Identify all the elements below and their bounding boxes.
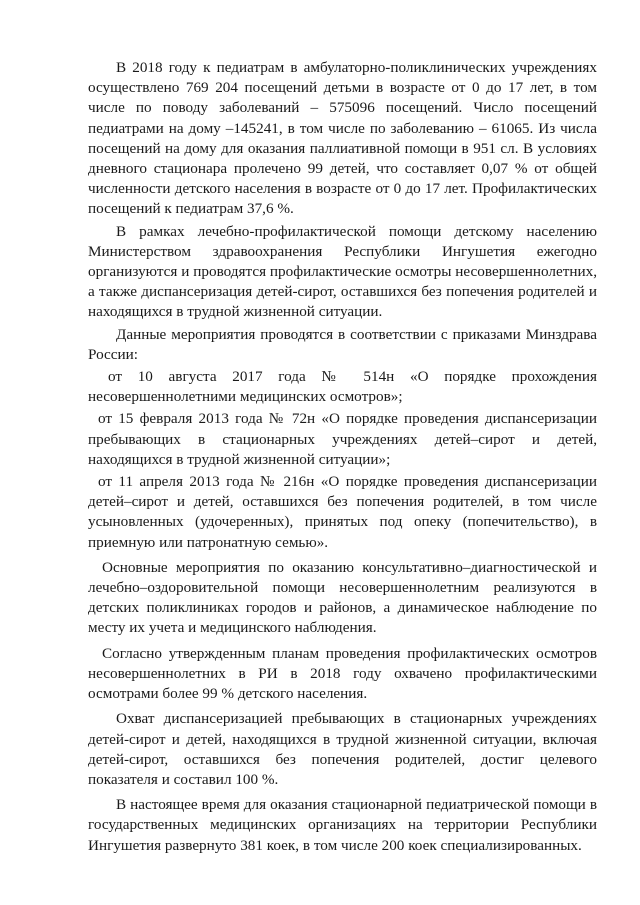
paragraph-preventive-care: В рамках лечебно-профилактической помощи детскому населению Министерством здравоохранения Республики Ингушетия ежегодно организуются и проводятся профилактические осмотры несовершеннолетних, а также диспансеризация детей-сирот, оставшихся без попечения родителей и находящихся в трудной жизненной ситуации.	[88, 222, 597, 321]
paragraph-order-514n: от 10 августа 2017 года № 514н «О порядке прохождения несовершеннолетними медицинских осмотров»;	[88, 368, 597, 406]
paragraph-order-216n: от 11 апреля 2013 года № 216н «О порядке проведения диспансеризации детей–сирот и детей, оставшихся без попечения родителей, в том числе усыновленных (удочеренных), принятых под опеку (попечительство), в приемную или патронатную семью».	[88, 473, 597, 551]
paragraph-coverage-preventive: Согласно утвержденным планам проведения профилактических осмотров несовершеннолетних в РИ в 2018 году охвачено профилактическими осмотрами более 99 % детского населения.	[88, 644, 597, 703]
paragraph-pediatric-visits: В 2018 году к педиатрам в амбулаторно-поликлинических учреждениях осуществлено 769 204 посещений детьми в возрасте от 0 до 17 лет, в том числе по поводу заболеваний – 575096 посещений. Число посещений педиатрами на дому –145241, в том числе по заболеванию – 61065. Из числа посещений на дому для оказания паллиативной помощи в 951 сл. В условиях дневного стационара пролечено 99 детей, что составляет 0,07 % от общей численности детского населения в возрасте от 0 до 17 лет. Профилактических посещений к педиатрам 37,6 %.	[88, 59, 597, 218]
paragraph-hospital-beds: В настоящее время для оказания стационарной педиатрической помощи в государственных медицинских организациях на территории Республики Ингушетия развернуто 381 коек, в том числе 200 коек специализированных.	[88, 796, 597, 854]
paragraph-main-activities: Основные мероприятия по оказанию консультативно–диагностической и лечебно–оздоровительной помощи несовершеннолетним реализуются в детских поликлиниках городов и районов, а динамическое наблюдение по месту их учета и медицинского наблюдения.	[88, 558, 597, 637]
paragraph-coverage-dispensary: Охват диспансеризацией пребывающих в стационарных учреждениях детей-сирот и детей, находящихся в трудной жизненной ситуации, включая детей-сирот, оставшихся без попечения родителей, достиг целевого показателя и составил 100 %.	[88, 710, 597, 788]
document-body	[88, 58, 597, 856]
paragraph-orders-intro: Данные мероприятия проводятся в соответствии с приказами Минздрава России:	[88, 325, 597, 363]
paragraph-order-72n: от 15 февраля 2013 года № 72н «О порядке проведения диспансеризации пребывающих в стационарных учреждениях детей–сирот и детей, находящихся в трудной жизненной ситуации»;	[88, 410, 597, 468]
